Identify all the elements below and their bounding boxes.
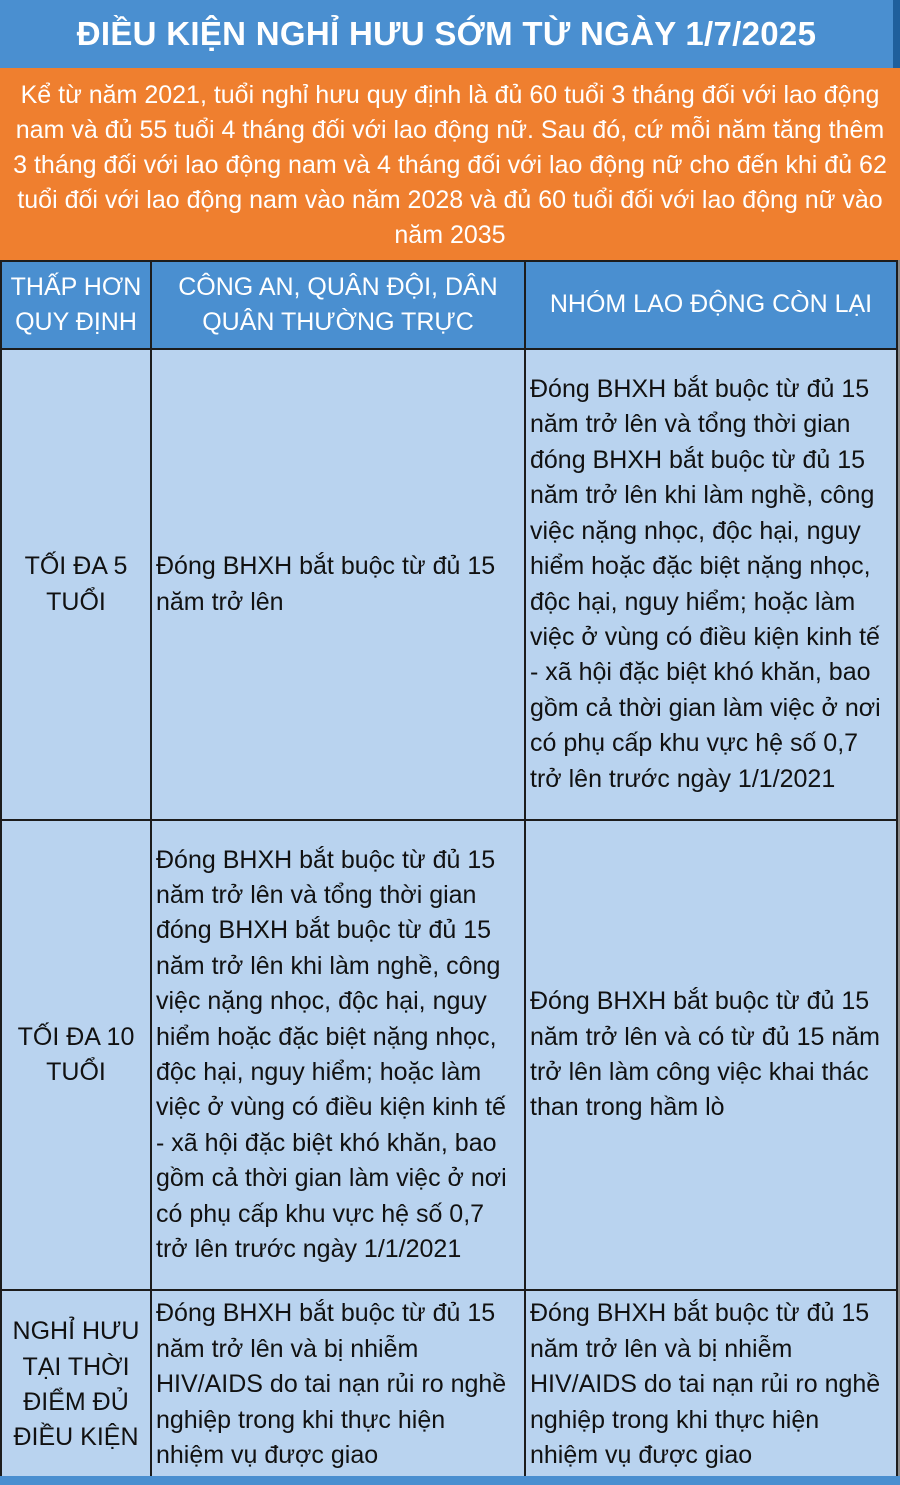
- row-label: NGHỈ HƯU TẠI THỜI ĐIỂM ĐỦ ĐIỀU KIỆN: [1, 1290, 151, 1480]
- conditions-table-wrapper: [0, 260, 900, 1485]
- table-cell: Đóng BHXH bắt buộc từ đủ 15 năm trở lên và tổng thời gian đóng BHXH bắt buộc từ đủ 15 năm trở lên khi làm nghề, công việc nặng nhọc, độc hại, nguy hiểm hoặc đặc biệt nặng nhọc, độc hại, nguy hiểm; hoặc làm việc ở vùng có điều kiện kinh tế - xã hội đặc biệt khó khăn, bao gồm cả thời gian làm việc ở nơi có phụ cấp khu vực hệ số 0,7 trở lên trước ngày 1/1/2021: [151, 820, 525, 1290]
- table-cell: Đóng BHXH bắt buộc từ đủ 15 năm trở lên và bị nhiễm HIV/AIDS do tai nạn rủi ro nghề nghiệp trong khi thực hiện nhiệm vụ được giao: [525, 1290, 897, 1480]
- table-header-row: [1, 261, 897, 349]
- header-police-military: CÔNG AN, QUÂN ĐỘI, DÂN QUÂN THƯỜNG TRỰC: [151, 261, 525, 349]
- header-lower-than-regulation: THẤP HƠN QUY ĐỊNH: [1, 261, 151, 349]
- row-label: TỐI ĐA 10 TUỔI: [1, 820, 151, 1290]
- bottom-strip: [0, 1476, 900, 1485]
- page-title: ĐIỀU KIỆN NGHỈ HƯU SỚM TỪ NGÀY 1/7/2025: [0, 0, 900, 68]
- intro-paragraph: Kể từ năm 2021, tuổi nghỉ hưu quy định là đủ 60 tuổi 3 tháng đối với lao động nam và đủ 55 tuổi 4 tháng đối với lao động nữ. Sau đó, cứ mỗi năm tăng thêm 3 tháng đối với lao động nam và 4 tháng đối với lao động nữ cho đến khi đủ 62 tuổi đối với lao động nam vào năm 2028 và đủ 60 tuổi đối với lao động nữ vào năm 2035: [0, 68, 900, 260]
- row-label: TỐI ĐA 5 TUỔI: [1, 349, 151, 820]
- table-row: [1, 820, 897, 1290]
- table-cell: Đóng BHXH bắt buộc từ đủ 15 năm trở lên và bị nhiễm HIV/AIDS do tai nạn rủi ro nghề nghiệp trong khi thực hiện nhiệm vụ được giao: [151, 1290, 525, 1480]
- table-row: [1, 349, 897, 820]
- conditions-table: [0, 260, 898, 1481]
- table-cell: Đóng BHXH bắt buộc từ đủ 15 năm trở lên và tổng thời gian đóng BHXH bắt buộc từ đủ 15 năm trở lên khi làm nghề, công việc nặng nhọc, độc hại, nguy hiểm hoặc đặc biệt nặng nhọc, độc hại, nguy hiểm; hoặc làm việc ở vùng có điều kiện kinh tế - xã hội đặc biệt khó khăn, bao gồm cả thời gian làm việc ở nơi có phụ cấp khu vực hệ số 0,7 trở lên trước ngày 1/1/2021: [525, 349, 897, 820]
- table-cell: Đóng BHXH bắt buộc từ đủ 15 năm trở lên và có từ đủ 15 năm trở lên làm công việc khai thác than trong hầm lò: [525, 820, 897, 1290]
- table-row: [1, 1290, 897, 1480]
- table-cell: Đóng BHXH bắt buộc từ đủ 15 năm trở lên: [151, 349, 525, 820]
- header-other-workers: NHÓM LAO ĐỘNG CÒN LẠI: [525, 261, 897, 349]
